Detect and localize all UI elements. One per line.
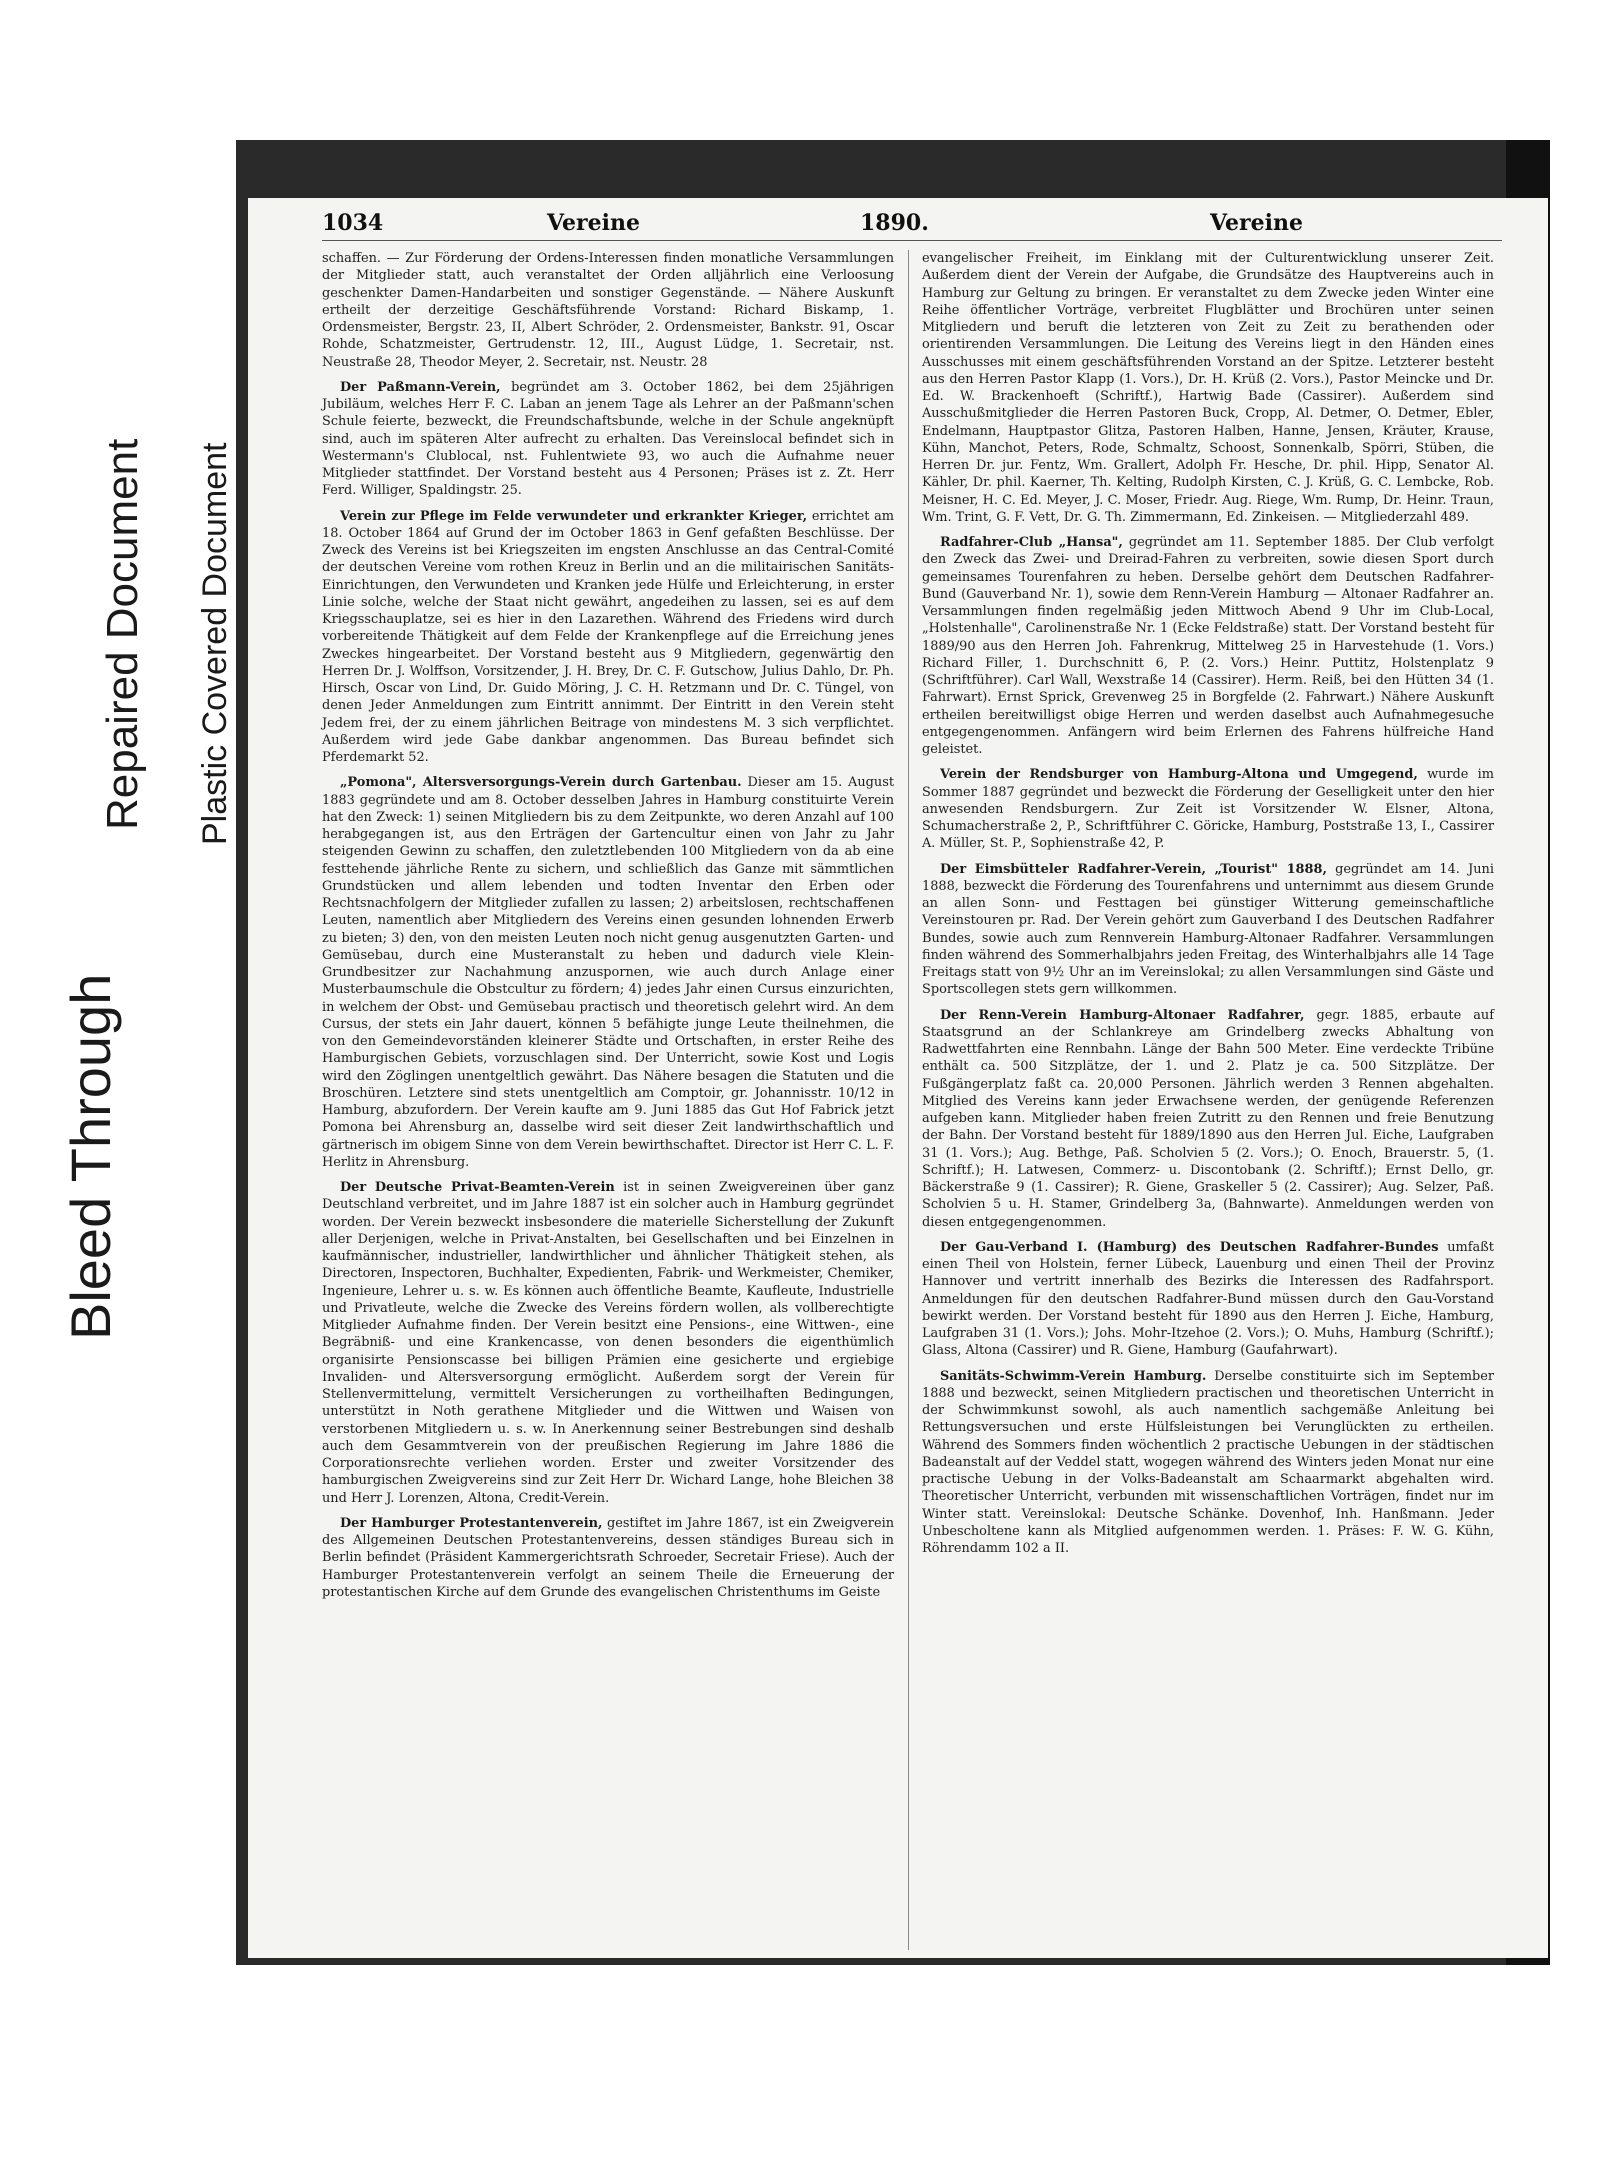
entry-heading: Der Eimsbütteler Radfahrer-Verein, „Tourist" 1888,: [940, 861, 1327, 877]
entry-paragraph: [322, 1179, 894, 1507]
entry-paragraph: [922, 250, 1494, 526]
running-year: 1890.: [860, 210, 929, 236]
right-column: [922, 250, 1494, 1565]
entry-paragraph: [922, 1007, 1494, 1231]
entry-heading: Sanitäts-Schwimm-Verein Hamburg.: [940, 1368, 1207, 1384]
entry-paragraph: [322, 379, 894, 500]
entry-paragraph: [322, 774, 894, 1171]
entry-body: umfaßt einen Theil von Holstein, ferner Lübeck, Lauenburg und einen Theil der Provinz Hannover und vertritt innerhalb des Bezirks die Interessen des Radfahrsport. Anmeldungen für den deutschen Radfahrer-Bund müssen durch den Gau-Vorstand bewirkt werden. Der Vorstand besteht für 1890 aus den Herren J. Eiche, Hamburg, Laufgraben 31 (1. Vors.); Johs. Mohr-Itzehoe (2. Vors.); O. Muhs, Hamburg (Schriftf.); Glass, Altona (Cassirer) und R. Giene, Hamburg (Gaufahrwart).: [922, 1239, 1494, 1359]
left-column: [322, 250, 894, 1609]
entry-paragraph: [322, 250, 894, 371]
entry-heading: Der Gau-Verband I. (Hamburg) des Deutschen Radfahrer-Bundes: [940, 1239, 1439, 1255]
entry-body: gestiftet im Jahre 1867, ist ein Zweigverein des Allgemeinen Deutschen Protestantenvereins, dessen ständiges Bureau sich in Berlin befindet (Präsident Kammergerichtsrath Schroeder, Secretair Friese). Auch der Hamburger Protestantenverein verfolgt an seinem Theile die Erneuerung der protestantischen Kirche auf dem Grunde des evangelischen Christenthums im Geiste: [322, 1515, 894, 1600]
entry-body: evangelischer Freiheit, im Einklang mit der Culturentwicklung unserer Zeit. Außerdem dient der Verein der Aufgabe, die Grundsätze des Hauptvereins auch in Hamburg zur Geltung zu bringen. Er veranstaltet zu dem Zwecke jeden Winter eine Reihe öffentlicher Vorträge, verbreitet Flugblätter und Brochüren unter seinen Mitgliedern und beruft die letzteren von Zeit zu Zeit zu berathenden oder orientirenden Versammlungen. Die Leitung des Vereins liegt in den Händen eines Ausschusses mit einem geschäftsführenden Vorstand an der Spitze. Letzterer besteht aus den Herren Pastor Klapp (1. Vors.), Dr. H. Krüß (2. Vors.), Pastor Meincke und Dr. Ed. W. Brackenhoeft (Schriftf.), Hartwig Bade (Cassirer). Außerdem sind Ausschußmitglieder die Herren Pastoren Buck, Cropp, Al. Detmer, O. Detmer, Ebler, Endelmann, Hauptpastor Glitza, Pastoren Halben, Hanne, Jensen, Kräuter, Krause, Kühn, Manchot, Peters, Rode, Schmaltz, Schoost, Sonnenkalb, Spörri, Stüben, die Herren Dr. jur. Fentz, Wm. Grallert, Adolph Fr. Hesche, Dr. phil. Hipp, Senator Al. Kähler, Dr. phil. Kaerner, Th. Kelting, Rudolph Kirsten, C. J. Krüß, G. C. Lembcke, Rob. Meisner, H. C. Ed. Meyer, J. C. Moser, Friedr. Aug. Riege, Wm. Rump, Dr. Heinr. Traun, Wm. Trint, G. F. Vett, Dr. G. Th. Zimmermann, Ed. Zinkeisen. — Mitgliederzahl 489.: [922, 251, 1494, 525]
entry-body: gegründet am 14. Juni 1888, bezweckt die Förderung des Tourenfahrens und unternimmt aus diesem Grunde an allen Sonn- und Festtagen bei günstiger Witterung gemeinschaftliche Vereinstouren pr. Rad. Der Verein gehört zum Gauverband I des Deutschen Radfahrer Bundes, sowie auch zum Rennverein Hamburg-Altonaer Radfahrer. Versammlungen finden während des Sommerhalbjahrs jeden Freitag, des Winterhalbjahrs alle 14 Tage Freitags statt von 9½ Uhr an im Vereinslokal; zu allen Versammlungen sind Gäste und Sportscollegen stets gern willkommen.: [922, 861, 1494, 998]
running-title-right: Vereine: [1210, 210, 1303, 236]
entry-heading: Der Renn-Verein Hamburg-Altonaer Radfahrer,: [940, 1007, 1305, 1023]
entry-paragraph: [922, 1368, 1494, 1558]
entry-heading: Radfahrer-Club „Hansa",: [940, 535, 1123, 550]
entry-body: gegründet am 11. September 1885. Der Club verfolgt den Zweck das Zwei- und Dreirad-Fahren zu verbreiten, sowie diesen Sport durch gemeinsames Tourenfahren zu heben. Derselbe gehört dem Deutschen Radfahrer-Bund (Gauverband Nr. 1), sowie dem Renn-Verein Hamburg — Altonaer Radfahrer an. Versammlungen finden regelmäßig jeden Mittwoch Abend 9 Uhr im Club-Local, „Holstenhalle", Carolinenstraße Nr. 1 (Ecke Feldstraße) statt. Der Vorstand besteht für 1889/90 aus den Herren Joh. Fahrenkrug, Mittelweg 25 in Harvestehude (1. Vors.) Richard Filler, 1. Durchschnitt 6, P. (2. Vors.) Heinr. Puttitz, Holstenplatz 9 (Schriftführer). Carl Wall, Wexstraße 14 (Cassirer). Herm. Reiß, bei den Hütten 34 (1. Fahrwart). Ernst Sprick, Grevenweg 25 in Borgfelde (2. Fahrwart.) Nähere Auskunft ertheilen bereitwilligst obige Herren und werden daselbst auch Aufnahmegesuche entgegengenommen. Anfängern wird beim Erlernen des Fahrens hülfreiche Hand geleistet.: [922, 535, 1494, 757]
repaired-document-label: Repaired Document: [98, 438, 147, 830]
running-header: [322, 210, 1502, 241]
plastic-covered-document-label: Plastic Covered Document: [196, 442, 234, 845]
entry-heading: Verein der Rendsburger von Hamburg-Altona und Umgegend,: [940, 767, 1418, 783]
entry-body: ist in seinen Zweigvereinen über ganz Deutschland verbreitet, und im Jahre 1887 ist ein solcher auch in Hamburg gegründet worden. Der Verein bezweckt insbesondere die materielle Sicherstellung der Zukunft aller Derjenigen, welche in Privat-Anstalten, bei Gesellschaften und bei Einzelnen in kaufmännischer, industrieller, landwirthlicher und ähnlicher Thätigkeit stehen, als Directoren, Inspectoren, Buchhalter, Expedienten, Fabrik- und Werkmeister, Chemiker, Ingenieure, Lehrer u. s. w. Es können auch öffentliche Beamte, Kaufleute, Industrielle und Privatleute, welche die Zwecke des Vereins fördern wollen, als vollberechtigte Mitglieder Aufnahme finden. Der Verein besitzt eine Pensions-, eine Wittwen-, eine Begräbniß- und eine Krankencasse, von denen besonders die eigenthümlich organisirte Pensionscasse bei billigen Prämien eine gesicherte und ergiebige Invaliden- und Altersversorgung ermöglicht. Außerdem sorgt der Verein für Stellenvermittelung, vermittelt Versicherungen zu vortheilhaften Bedingungen, unterstützt in Noth gerathene Mitglieder und die Wittwen und Waisen von verstorbenen Mitgliedern u. s. w. In Anerkennung seiner Bestrebungen sind deshalb auch dem Gesammtverein von der preußischen Regierung im Jahre 1886 die Corporationsrechte verliehen worden. Erster und zweiter Vorsitzender des hamburgischen Zweigvereins sind zur Zeit Herr Dr. Wichard Lange, hohe Bleichen 38 und Herr J. Lorenzen, Altona, Credit-Verein.: [322, 1180, 895, 1506]
entry-paragraph: [322, 1515, 894, 1601]
entry-body: begründet am 3. October 1862, bei dem 25jährigen Jubiläum, welches Herr F. C. Laban an jenem Tage als Lehrer an der Paßmann'schen Schule feierte, bezweckt, die Freundschaftsbunde, welche in der Schule angeknüpft sind, auch im späteren Alter aufrecht zu erhalten. Das Vereinslocal befindet sich in Westermann's Clublocal, nst. Fuhlentwiete 93, wo auch die Aufnahme neuer Mitglieder stattfindet. Der Vorstand besteht aus 4 Personen; Präses ist z. Zt. Herr Ferd. Williger, Spaldingstr. 25.: [322, 379, 894, 499]
entry-body: Dieser am 15. August 1883 gegründete und am 8. October desselben Jahres in Hamburg constituirte Verein hat den Zweck: 1) seinen Mitgliedern bis zu dem Zeitpunkte, wo deren Anzahl auf 100 herabgegangen ist, aus den Erträgen der Gartencultur einen von Jahr zu Jahr steigenden Gewinn zu schaffen, den zuletztlebenden 100 Mitgliedern von da ab eine festtehende jährliche Rente zu sichern, und schließlich das Ganze mit sämmtlichen Grundstücken und allem lebenden und todten Inventar den Erben oder Rechtsnachfolgern der Mitglieder zufallen zu lassen; 2) arbeitslosen, rechtschaffenen Leuten, namentlich aber Mitgliedern des Vereins einen gesunden lohnenden Erwerb zu bieten; 3) den, von den meisten Leuten noch nicht genug ausgenutzten Garten- und Gemüsebau, durch eine Musteranstalt zu heben und dadurch viele Klein-Grundbesitzer zur Nachahmung anzuspornen, wie auch durch Anlage einer Musterbaumschule die Obstcultur zu fördern; 4) jedes Jahr einen Cursus einzurichten, in welchem der Obst- und Gemüsebau practisch und theoretisch gelehrt wird. An dem Cursus, der stets ein Jahr dauert, können 5 befähigte junge Leute theilnehmen, die von den Gemeindevorständen kleinerer Städte und Ortschaften, in erster Reihe des Hamburgischen Gebiets, vorzuschlagen sind. Der Unterricht, sowie Kost und Logis wird den Zöglingen unentgeltlich gewährt. Das Nähere besagen die Statuten und die Broschüren. Letztere sind stets unentgeltlich am Comptoir, gr. Johannisstr. 10/12 in Hamburg, abzufordern. Der Verein kaufte am 9. Juni 1885 das Gut Hof Fabrick jetzt Pomona bei Ahrensburg an, dasselbe wird seit dieser Zeit landwirthschaftlich und gärtnerisch im obigem Sinne von dem Verein bewirthschaftet. Director ist Herr C. L. F. Herlitz in Ahrensburg.: [322, 775, 895, 1170]
entry-heading: Der Paßmann-Verein,: [340, 379, 501, 395]
bleed-through-label: Bleed Through: [59, 973, 122, 1340]
entry-paragraph: [922, 1239, 1494, 1360]
entry-body: errichtet am 18. October 1864 auf Grund der im October 1863 in Genf gefaßten Beschlüsse. Der Zweck des Vereins ist bei Kriegszeiten im engsten Anschlusse an das Central-Comité der deutschen Vereine vom rothen Kreuz in Berlin und an die militairischen Sanitäts-Einrichtungen, den Verwundeten und Kranken jede Hülfe und Erleichterung, in erster Linie solche, welche der Staat nicht gewährt, angedeihen zu lassen, sei es auf dem Kriegsschauplatze, sei es hier in den Lazarethen. Während des Friedens wird durch vorbereitende Thätigkeit auf dem Felde der Krankenpflege auf die Erreichung jenes Zweckes hingearbeitet. Der Vorstand besteht aus 9 Mitgliedern, gegenwärtig den Herren Dr. J. Wolffson, Vorsitzender, J. H. Brey, Dr. C. F. Gutschow, Julius Dahlo, Dr. Ph. Hirsch, Oscar von Lind, Dr. Guido Möring, J. C. H. Retzmann und Dr. C. Tüngel, von denen Jeder Anmeldungen zum Eintritt annimmt. Der Eintritt in den Verein steht Jedem frei, der zu einem jährlichen Beitrage von mindestens M. 3 sich verpflichtet. Außerdem wird jede Gabe dankbar angenommen. Das Bureau befindet sich Pferdemarkt 52.: [322, 508, 894, 765]
page-sheet: [248, 198, 1548, 1958]
entry-paragraph: [922, 861, 1494, 999]
entry-heading: Verein zur Pflege im Felde verwundeter und erkrankter Krieger,: [340, 508, 808, 524]
entry-heading: Der Hamburger Protestantenverein,: [340, 1515, 603, 1531]
entry-body: Derselbe constituirte sich im September 1888 und bezweckt, seinen Mitgliedern practischen und theoretischen Unterricht in der Schwimmkunst sowohl, als auch namentlich sachgemäße Anleitung bei Rettungsversuchen und erste Hülfsleistungen bei Verunglückten zu ertheilen. Während des Sommers finden wöchentlich 2 practische Uebungen in der städtischen Badeanstalt auf der Veddel statt, wogegen während des Winters jeden Monat nur eine practische Uebung in der Volks-Badeanstalt am Schaarmarkt abgehalten wird. Theoretischer Unterricht, verbunden mit wissenschaftlichen Vorträgen, findet nur im Winter statt. Vereinslokal: Deutsche Schänke. Dovenhof, Inh. Hanßmann. Jeder Unbescholtene kann als Mitglied aufgenommen werden. 1. Präses: F. W. G. Kühn, Röhrendamm 102 a II.: [922, 1368, 1494, 1556]
running-title-left: Vereine: [547, 210, 640, 236]
entry-heading: Der Deutsche Privat-Beamten-Verein: [340, 1180, 615, 1195]
entry-heading: „Pomona", Altersversorgungs-Verein durch Gartenbau.: [340, 775, 742, 791]
entry-paragraph: [322, 508, 894, 767]
column-rule: [908, 250, 909, 1950]
page-number: 1034: [322, 210, 384, 236]
entry-body: gegr. 1885, erbaute auf Staatsgrund an der Schlankreye am Grindelberg zwecks Abhaltung von Radwettfahrten eine Rennbahn. Länge der Bahn 500 Meter. Eine verdeckte Tribüne enthält ca. 500 Sitzplätze, der 1. und 2. Platz je ca. 500 Sitzplätze. Der Fußgängerplatz faßt ca. 20,000 Personen. Jährlich werden 3 Rennen abgehalten. Mitglied des Vereins kann jeder Erwachsene werden, der genügende Referenzen aufgeben kann. Mitglieder haben freien Zutritt zu den Rennen und freie Benutzung der Bahn. Der Vorstand besteht für 1889/1890 aus den Herren Jul. Eiche, Laufgraben 31 (1. Vors.); Aug. Bethge, Paß. Scholvien 5 (2. Vors.); O. Enoch, Brauerstr. 5, (1. Schriftf.); H. Latwesen, Commerz- u. Discontobank (2. Schriftf.); Ernst Dello, gr. Bäckerstraße 9 (1. Cassirer); R. Giene, Graskeller 5 (2. Cassirer); Aug. Selzer, Paß. Scholvien 5 u. H. Stamer, Grindelberg 3a, (Bahnwarte). Anmeldungen werden von diesen entgegengenommen.: [922, 1007, 1494, 1230]
entry-body: schaffen. — Zur Förderung der Ordens-Interessen finden monatliche Versammlungen der Mitglieder statt, auch veranstaltet der Orden alljährlich eine Verloosung geschenkter Damen-Handarbeiten und sonstiger Gegenstände. — Nähere Auskunft ertheilt der derzeitige Geschäftsführende Vorstand: Richard Biskamp, 1. Ordensmeister, Bergstr. 23, II, Albert Schröder, 2. Ordensmeister, Bankstr. 91, Oscar Rohde, Schatzmeister, Gertrudenstr. 12, III., August Lüdge, 1. Secretair, nst. Neustraße 28, Theodor Meyer, 2. Secretair, nst. Neustr. 28: [322, 251, 894, 370]
scanned-page: [236, 140, 1550, 1965]
page-content: [322, 210, 1502, 1600]
entry-paragraph: [922, 766, 1494, 852]
entry-body: wurde im Sommer 1887 gegründet und bezweckt die Förderung der Geselligkeit unter den hier anwesenden Rendsburgern. Zur Zeit ist Vorsitzender W. Elsner, Altona, Schumacherstraße 2, P., Schriftführer C. Göricke, Hamburg, Poststraße 13, I., Cassirer A. Müller, St. P., Sophienstraße 42, P.: [922, 767, 1494, 852]
entry-paragraph: [922, 534, 1494, 758]
